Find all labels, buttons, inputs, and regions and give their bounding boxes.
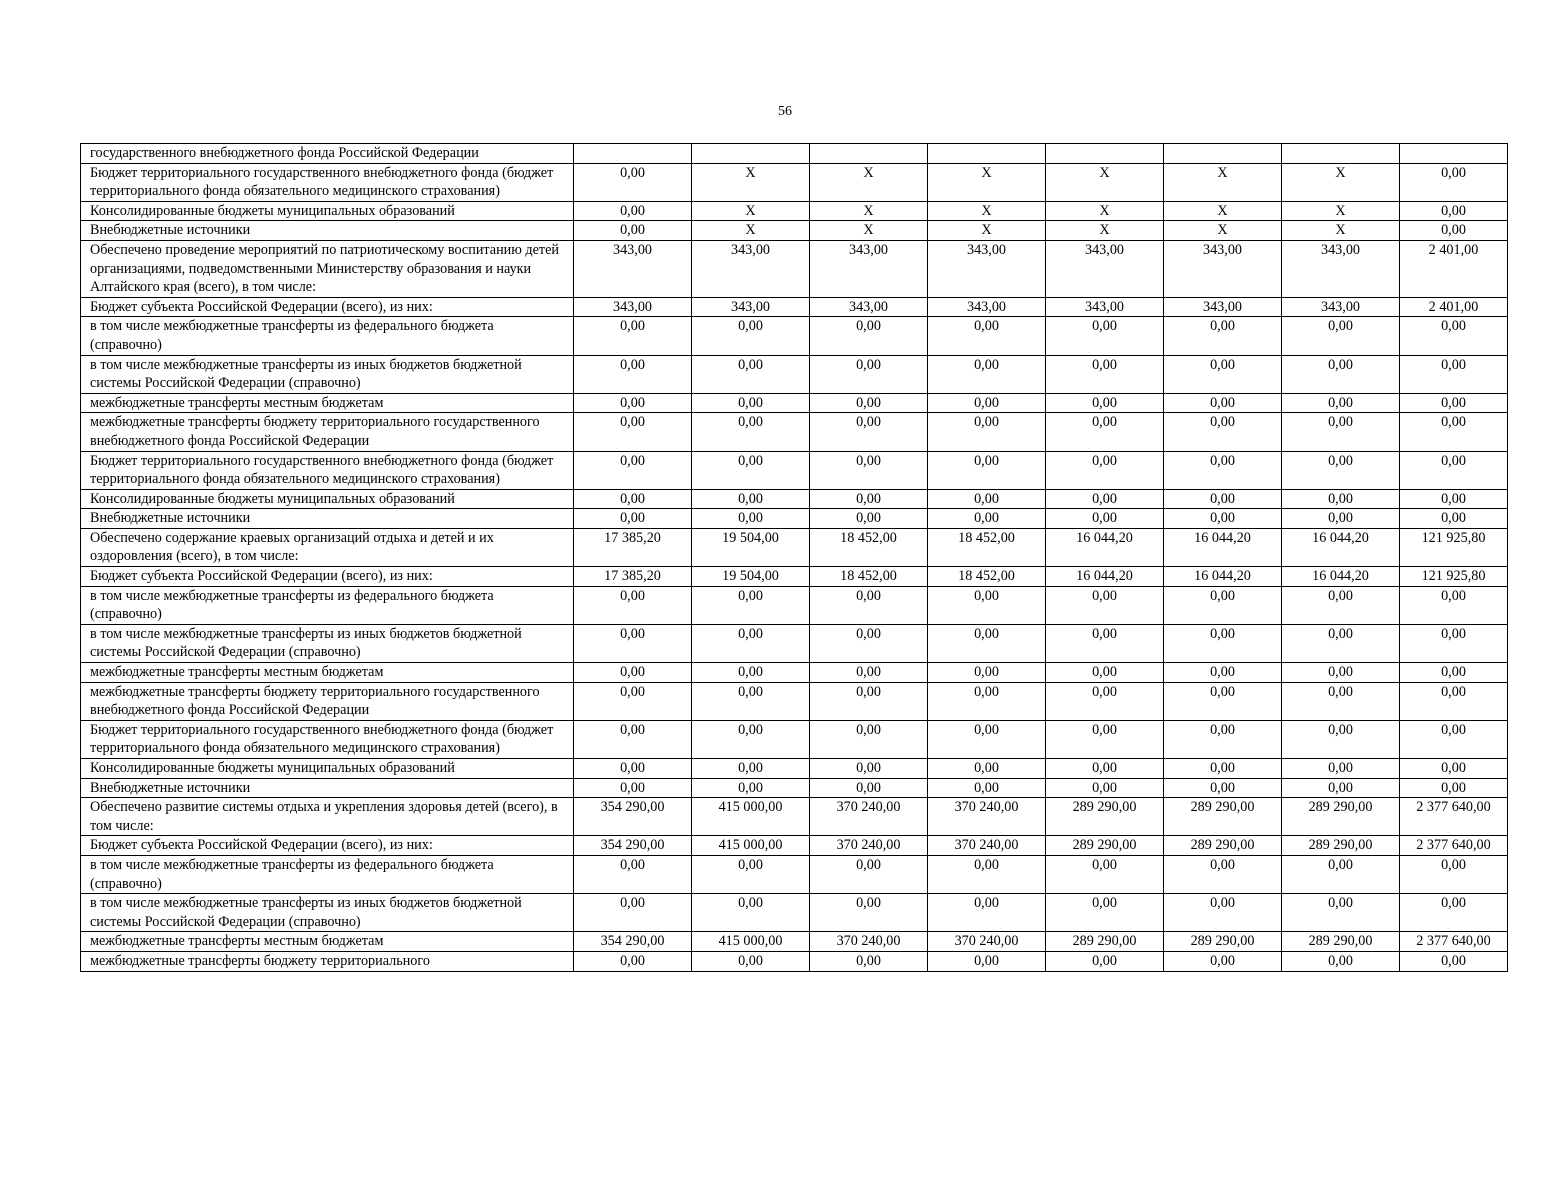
row-value-cell bbox=[1164, 144, 1282, 164]
row-value-cell: 289 290,00 bbox=[1282, 836, 1400, 856]
row-value-cell: 0,00 bbox=[574, 355, 692, 393]
row-value-cell: 289 290,00 bbox=[1046, 798, 1164, 836]
row-value-cell: 0,00 bbox=[1046, 624, 1164, 662]
row-value-cell: 0,00 bbox=[692, 759, 810, 779]
row-value-cell: 0,00 bbox=[692, 413, 810, 451]
row-value-cell: 343,00 bbox=[1046, 240, 1164, 297]
table-row bbox=[81, 720, 1508, 758]
row-total-cell: 121 925,80 bbox=[1400, 567, 1508, 587]
row-value-cell: 0,00 bbox=[1046, 682, 1164, 720]
row-total-cell: 0,00 bbox=[1400, 221, 1508, 241]
row-value-cell: 0,00 bbox=[928, 393, 1046, 413]
row-total-cell: 0,00 bbox=[1400, 855, 1508, 893]
row-value-cell: 370 240,00 bbox=[928, 932, 1046, 952]
row-value-cell: X bbox=[810, 163, 928, 201]
row-value-cell: 0,00 bbox=[928, 586, 1046, 624]
row-value-cell: 0,00 bbox=[1164, 317, 1282, 355]
row-value-cell: 18 452,00 bbox=[810, 567, 928, 587]
row-value-cell: 0,00 bbox=[1164, 855, 1282, 893]
row-value-cell: 0,00 bbox=[1164, 759, 1282, 779]
row-value-cell: 16 044,20 bbox=[1046, 567, 1164, 587]
row-value-cell: 0,00 bbox=[1282, 393, 1400, 413]
row-value-cell: X bbox=[1046, 201, 1164, 221]
row-value-cell: 0,00 bbox=[574, 489, 692, 509]
row-value-cell: 289 290,00 bbox=[1164, 932, 1282, 952]
row-value-cell: 0,00 bbox=[928, 317, 1046, 355]
row-value-cell: 0,00 bbox=[1282, 451, 1400, 489]
row-value-cell: 0,00 bbox=[1164, 355, 1282, 393]
row-total-cell: 0,00 bbox=[1400, 393, 1508, 413]
row-value-cell: 354 290,00 bbox=[574, 798, 692, 836]
table-row bbox=[81, 894, 1508, 932]
row-value-cell: 0,00 bbox=[1164, 951, 1282, 971]
table-row bbox=[81, 489, 1508, 509]
table-row bbox=[81, 586, 1508, 624]
table-row bbox=[81, 201, 1508, 221]
table-row bbox=[81, 144, 1508, 164]
row-value-cell: 0,00 bbox=[810, 663, 928, 683]
row-value-cell: 0,00 bbox=[574, 393, 692, 413]
row-total-cell: 0,00 bbox=[1400, 682, 1508, 720]
row-value-cell: 343,00 bbox=[574, 297, 692, 317]
row-value-cell: 0,00 bbox=[810, 624, 928, 662]
row-value-cell: 0,00 bbox=[1282, 586, 1400, 624]
row-value-cell: 0,00 bbox=[692, 624, 810, 662]
row-value-cell: 0,00 bbox=[928, 451, 1046, 489]
row-value-cell: 0,00 bbox=[1282, 855, 1400, 893]
row-value-cell: 0,00 bbox=[1164, 682, 1282, 720]
row-total-cell: 0,00 bbox=[1400, 624, 1508, 662]
row-value-cell: 0,00 bbox=[692, 894, 810, 932]
row-total-cell: 0,00 bbox=[1400, 163, 1508, 201]
row-value-cell: 289 290,00 bbox=[1164, 836, 1282, 856]
row-value-cell: 0,00 bbox=[574, 451, 692, 489]
row-label: межбюджетные трансферты бюджету территориального государственного внебюджетного фонда Российской Федерации bbox=[81, 413, 574, 451]
row-value-cell: 343,00 bbox=[1282, 297, 1400, 317]
row-value-cell bbox=[810, 144, 928, 164]
row-label: Бюджет территориального государственного внебюджетного фонда (бюджет территориального фонда обязательного медицинского страхования) bbox=[81, 163, 574, 201]
row-total-cell: 0,00 bbox=[1400, 720, 1508, 758]
row-total-cell: 2 377 640,00 bbox=[1400, 836, 1508, 856]
row-value-cell: 343,00 bbox=[574, 240, 692, 297]
row-total-cell: 0,00 bbox=[1400, 489, 1508, 509]
row-value-cell: 0,00 bbox=[1282, 355, 1400, 393]
row-value-cell: 0,00 bbox=[1046, 778, 1164, 798]
row-value-cell: 0,00 bbox=[574, 720, 692, 758]
row-value-cell: 0,00 bbox=[1282, 682, 1400, 720]
row-value-cell bbox=[1282, 144, 1400, 164]
row-total-cell: 0,00 bbox=[1400, 778, 1508, 798]
row-value-cell: X bbox=[1164, 221, 1282, 241]
row-value-cell: 0,00 bbox=[1164, 413, 1282, 451]
row-value-cell: 343,00 bbox=[692, 297, 810, 317]
table-row bbox=[81, 567, 1508, 587]
row-label: Обеспечено содержание краевых организаций отдыха и детей и их оздоровления (всего), в том числе: bbox=[81, 528, 574, 566]
row-label: межбюджетные трансферты бюджету территориального государственного внебюджетного фонда Российской Федерации bbox=[81, 682, 574, 720]
row-value-cell: 0,00 bbox=[810, 413, 928, 451]
row-value-cell: 343,00 bbox=[1164, 297, 1282, 317]
row-value-cell: 0,00 bbox=[1164, 586, 1282, 624]
row-value-cell: 0,00 bbox=[692, 682, 810, 720]
row-value-cell bbox=[928, 144, 1046, 164]
row-label: в том числе межбюджетные трансферты из иных бюджетов бюджетной системы Российской Федерации (справочно) bbox=[81, 894, 574, 932]
row-value-cell: 0,00 bbox=[810, 894, 928, 932]
row-value-cell: 17 385,20 bbox=[574, 528, 692, 566]
row-value-cell: 0,00 bbox=[1282, 317, 1400, 355]
row-value-cell: X bbox=[692, 163, 810, 201]
row-total-cell: 0,00 bbox=[1400, 355, 1508, 393]
row-value-cell: 0,00 bbox=[1164, 451, 1282, 489]
row-value-cell: 370 240,00 bbox=[810, 932, 928, 952]
row-value-cell: X bbox=[1164, 163, 1282, 201]
row-label: Бюджет субъекта Российской Федерации (всего), из них: bbox=[81, 297, 574, 317]
row-value-cell: X bbox=[1046, 221, 1164, 241]
row-value-cell: 343,00 bbox=[1164, 240, 1282, 297]
row-label: Бюджет субъекта Российской Федерации (всего), из них: bbox=[81, 567, 574, 587]
row-value-cell: 0,00 bbox=[928, 759, 1046, 779]
row-value-cell: 289 290,00 bbox=[1164, 798, 1282, 836]
row-value-cell: 343,00 bbox=[1282, 240, 1400, 297]
table-row bbox=[81, 317, 1508, 355]
row-value-cell: 415 000,00 bbox=[692, 798, 810, 836]
row-total-cell: 0,00 bbox=[1400, 894, 1508, 932]
row-label: Консолидированные бюджеты муниципальных образований bbox=[81, 759, 574, 779]
row-label: межбюджетные трансферты бюджету территориального bbox=[81, 951, 574, 971]
row-value-cell: 370 240,00 bbox=[928, 798, 1046, 836]
row-value-cell: 343,00 bbox=[928, 297, 1046, 317]
row-value-cell: 0,00 bbox=[574, 951, 692, 971]
table-row bbox=[81, 163, 1508, 201]
row-total-cell: 0,00 bbox=[1400, 663, 1508, 683]
row-value-cell: 17 385,20 bbox=[574, 567, 692, 587]
row-value-cell: 0,00 bbox=[1046, 759, 1164, 779]
row-value-cell: 0,00 bbox=[574, 778, 692, 798]
table-row bbox=[81, 393, 1508, 413]
row-value-cell: 18 452,00 bbox=[928, 528, 1046, 566]
row-label: государственного внебюджетного фонда Российской Федерации bbox=[81, 144, 574, 164]
row-value-cell: 19 504,00 bbox=[692, 528, 810, 566]
row-value-cell: 16 044,20 bbox=[1282, 567, 1400, 587]
row-value-cell: 0,00 bbox=[574, 894, 692, 932]
row-label: Консолидированные бюджеты муниципальных образований bbox=[81, 201, 574, 221]
row-value-cell: 0,00 bbox=[810, 951, 928, 971]
row-value-cell: 0,00 bbox=[810, 720, 928, 758]
row-label: Консолидированные бюджеты муниципальных образований bbox=[81, 489, 574, 509]
row-value-cell: 343,00 bbox=[692, 240, 810, 297]
row-value-cell: 0,00 bbox=[810, 778, 928, 798]
row-value-cell: 0,00 bbox=[692, 778, 810, 798]
row-value-cell: 343,00 bbox=[810, 240, 928, 297]
row-value-cell: 0,00 bbox=[1164, 509, 1282, 529]
row-value-cell: 370 240,00 bbox=[810, 836, 928, 856]
row-value-cell: 0,00 bbox=[574, 682, 692, 720]
table-row bbox=[81, 682, 1508, 720]
table-row bbox=[81, 240, 1508, 297]
row-value-cell: 0,00 bbox=[1282, 663, 1400, 683]
row-value-cell: 0,00 bbox=[1282, 509, 1400, 529]
row-value-cell: 0,00 bbox=[1164, 720, 1282, 758]
row-value-cell: 0,00 bbox=[1046, 855, 1164, 893]
row-value-cell: 0,00 bbox=[692, 489, 810, 509]
budget-table bbox=[80, 143, 1508, 972]
row-label: Обеспечено развитие системы отдыха и укрепления здоровья детей (всего), в том числе: bbox=[81, 798, 574, 836]
row-value-cell: 0,00 bbox=[810, 451, 928, 489]
row-value-cell: 343,00 bbox=[1046, 297, 1164, 317]
table-row bbox=[81, 951, 1508, 971]
row-value-cell: 0,00 bbox=[574, 586, 692, 624]
row-value-cell: 354 290,00 bbox=[574, 932, 692, 952]
row-label: межбюджетные трансферты местным бюджетам bbox=[81, 932, 574, 952]
row-value-cell: 0,00 bbox=[1164, 894, 1282, 932]
row-label: в том числе межбюджетные трансферты из федерального бюджета (справочно) bbox=[81, 317, 574, 355]
row-value-cell: 0,00 bbox=[1282, 894, 1400, 932]
row-value-cell bbox=[692, 144, 810, 164]
row-value-cell: 0,00 bbox=[810, 855, 928, 893]
row-value-cell: X bbox=[692, 201, 810, 221]
row-total-cell: 0,00 bbox=[1400, 201, 1508, 221]
row-value-cell: 289 290,00 bbox=[1046, 836, 1164, 856]
row-value-cell: 354 290,00 bbox=[574, 836, 692, 856]
row-value-cell: 0,00 bbox=[1046, 393, 1164, 413]
row-value-cell: 0,00 bbox=[810, 759, 928, 779]
row-value-cell: X bbox=[1282, 163, 1400, 201]
table-row bbox=[81, 932, 1508, 952]
row-value-cell: 19 504,00 bbox=[692, 567, 810, 587]
row-total-cell: 0,00 bbox=[1400, 451, 1508, 489]
row-value-cell: 0,00 bbox=[692, 663, 810, 683]
row-label: в том числе межбюджетные трансферты из федерального бюджета (справочно) bbox=[81, 855, 574, 893]
row-label: Бюджет территориального государственного внебюджетного фонда (бюджет территориального фонда обязательного медицинского страхования) bbox=[81, 720, 574, 758]
row-value-cell: 0,00 bbox=[1282, 778, 1400, 798]
row-value-cell: X bbox=[810, 201, 928, 221]
row-value-cell: 0,00 bbox=[928, 951, 1046, 971]
row-value-cell bbox=[574, 144, 692, 164]
row-value-cell: 0,00 bbox=[928, 413, 1046, 451]
row-value-cell: 0,00 bbox=[1164, 778, 1282, 798]
row-value-cell: 0,00 bbox=[1046, 951, 1164, 971]
row-value-cell: 0,00 bbox=[574, 855, 692, 893]
row-value-cell: 0,00 bbox=[1164, 663, 1282, 683]
row-total-cell: 0,00 bbox=[1400, 586, 1508, 624]
table-row bbox=[81, 451, 1508, 489]
row-label: Бюджет территориального государственного внебюджетного фонда (бюджет территориального фонда обязательного медицинского страхования) bbox=[81, 451, 574, 489]
table-row bbox=[81, 509, 1508, 529]
row-value-cell: 0,00 bbox=[928, 355, 1046, 393]
row-value-cell: 0,00 bbox=[810, 355, 928, 393]
row-value-cell: 0,00 bbox=[810, 682, 928, 720]
row-value-cell: X bbox=[1282, 201, 1400, 221]
row-value-cell: 0,00 bbox=[1046, 663, 1164, 683]
row-value-cell: 0,00 bbox=[692, 393, 810, 413]
row-value-cell: 0,00 bbox=[1046, 720, 1164, 758]
row-value-cell: X bbox=[1164, 201, 1282, 221]
row-total-cell: 0,00 bbox=[1400, 413, 1508, 451]
row-value-cell: 0,00 bbox=[1282, 759, 1400, 779]
row-value-cell: 0,00 bbox=[928, 855, 1046, 893]
row-value-cell bbox=[1046, 144, 1164, 164]
row-value-cell: 0,00 bbox=[928, 624, 1046, 662]
table-row bbox=[81, 663, 1508, 683]
row-value-cell: 0,00 bbox=[1282, 489, 1400, 509]
row-value-cell: 16 044,20 bbox=[1046, 528, 1164, 566]
row-value-cell: 16 044,20 bbox=[1164, 567, 1282, 587]
row-value-cell: 343,00 bbox=[928, 240, 1046, 297]
row-total-cell: 2 377 640,00 bbox=[1400, 932, 1508, 952]
row-value-cell: 0,00 bbox=[928, 720, 1046, 758]
table-row bbox=[81, 778, 1508, 798]
row-value-cell: 0,00 bbox=[1046, 489, 1164, 509]
row-value-cell: 0,00 bbox=[810, 393, 928, 413]
row-label: Внебюджетные источники bbox=[81, 509, 574, 529]
row-value-cell: X bbox=[928, 163, 1046, 201]
row-value-cell: 0,00 bbox=[574, 663, 692, 683]
row-value-cell: 0,00 bbox=[692, 951, 810, 971]
row-label: Обеспечено проведение мероприятий по патриотическому воспитанию детей организациями, подведомственными Министерству образования и науки Алтайского края (всего), в том числе: bbox=[81, 240, 574, 297]
row-value-cell: 0,00 bbox=[692, 855, 810, 893]
table-row bbox=[81, 759, 1508, 779]
table-row bbox=[81, 355, 1508, 393]
row-value-cell: 0,00 bbox=[1164, 624, 1282, 662]
row-value-cell: 343,00 bbox=[810, 297, 928, 317]
row-value-cell: 0,00 bbox=[1046, 586, 1164, 624]
row-value-cell: 0,00 bbox=[692, 451, 810, 489]
page-number: 56 bbox=[778, 104, 792, 119]
row-value-cell: 0,00 bbox=[928, 778, 1046, 798]
row-label: Внебюджетные источники bbox=[81, 221, 574, 241]
row-value-cell: 0,00 bbox=[1282, 624, 1400, 662]
row-label: межбюджетные трансферты местным бюджетам bbox=[81, 393, 574, 413]
row-value-cell: 0,00 bbox=[928, 663, 1046, 683]
row-value-cell: 0,00 bbox=[574, 201, 692, 221]
row-total-cell: 2 401,00 bbox=[1400, 297, 1508, 317]
row-value-cell: 289 290,00 bbox=[1282, 798, 1400, 836]
row-label: межбюджетные трансферты местным бюджетам bbox=[81, 663, 574, 683]
row-value-cell: 16 044,20 bbox=[1164, 528, 1282, 566]
row-value-cell: 370 240,00 bbox=[928, 836, 1046, 856]
row-value-cell: 0,00 bbox=[810, 317, 928, 355]
row-value-cell: 0,00 bbox=[928, 509, 1046, 529]
row-value-cell: 0,00 bbox=[692, 720, 810, 758]
row-value-cell: 0,00 bbox=[810, 586, 928, 624]
row-value-cell: 0,00 bbox=[1282, 413, 1400, 451]
row-value-cell: 0,00 bbox=[574, 317, 692, 355]
row-value-cell: 0,00 bbox=[1164, 489, 1282, 509]
row-value-cell: 0,00 bbox=[1282, 720, 1400, 758]
table-row bbox=[81, 528, 1508, 566]
row-total-cell bbox=[1400, 144, 1508, 164]
row-value-cell: 0,00 bbox=[1046, 355, 1164, 393]
row-value-cell: X bbox=[810, 221, 928, 241]
row-value-cell: 0,00 bbox=[1164, 393, 1282, 413]
row-total-cell: 121 925,80 bbox=[1400, 528, 1508, 566]
table-row bbox=[81, 798, 1508, 836]
row-label: Внебюджетные источники bbox=[81, 778, 574, 798]
row-label: в том числе межбюджетные трансферты из иных бюджетов бюджетной системы Российской Федерации (справочно) bbox=[81, 355, 574, 393]
row-value-cell: 0,00 bbox=[810, 509, 928, 529]
row-value-cell: 289 290,00 bbox=[1046, 932, 1164, 952]
table-row bbox=[81, 221, 1508, 241]
row-value-cell: 415 000,00 bbox=[692, 932, 810, 952]
row-value-cell: 0,00 bbox=[1046, 317, 1164, 355]
row-value-cell: 0,00 bbox=[574, 413, 692, 451]
row-label: Бюджет субъекта Российской Федерации (всего), из них: bbox=[81, 836, 574, 856]
row-value-cell: 0,00 bbox=[1046, 894, 1164, 932]
row-label: в том числе межбюджетные трансферты из федерального бюджета (справочно) bbox=[81, 586, 574, 624]
row-value-cell: 415 000,00 bbox=[692, 836, 810, 856]
row-value-cell: 0,00 bbox=[1282, 951, 1400, 971]
row-value-cell: 18 452,00 bbox=[928, 567, 1046, 587]
row-value-cell: 0,00 bbox=[692, 317, 810, 355]
row-label: в том числе межбюджетные трансферты из иных бюджетов бюджетной системы Российской Федерации (справочно) bbox=[81, 624, 574, 662]
table-row bbox=[81, 413, 1508, 451]
table-row bbox=[81, 855, 1508, 893]
row-value-cell: 16 044,20 bbox=[1282, 528, 1400, 566]
row-value-cell: 0,00 bbox=[810, 489, 928, 509]
row-value-cell: X bbox=[1282, 221, 1400, 241]
row-total-cell: 0,00 bbox=[1400, 759, 1508, 779]
row-value-cell: 0,00 bbox=[928, 489, 1046, 509]
row-value-cell: 0,00 bbox=[574, 163, 692, 201]
budget-table-body bbox=[81, 144, 1508, 972]
row-value-cell: 0,00 bbox=[692, 509, 810, 529]
row-value-cell: 0,00 bbox=[1046, 413, 1164, 451]
row-value-cell: 289 290,00 bbox=[1282, 932, 1400, 952]
row-value-cell: 0,00 bbox=[692, 586, 810, 624]
table-row bbox=[81, 297, 1508, 317]
row-value-cell: X bbox=[928, 201, 1046, 221]
row-value-cell: X bbox=[692, 221, 810, 241]
row-value-cell: 0,00 bbox=[1046, 451, 1164, 489]
table-row bbox=[81, 624, 1508, 662]
row-total-cell: 0,00 bbox=[1400, 951, 1508, 971]
row-value-cell: 0,00 bbox=[928, 682, 1046, 720]
row-value-cell: 18 452,00 bbox=[810, 528, 928, 566]
row-total-cell: 0,00 bbox=[1400, 317, 1508, 355]
table-row bbox=[81, 836, 1508, 856]
row-total-cell: 2 377 640,00 bbox=[1400, 798, 1508, 836]
row-value-cell: 0,00 bbox=[1046, 509, 1164, 529]
row-value-cell: X bbox=[1046, 163, 1164, 201]
row-value-cell: 0,00 bbox=[574, 221, 692, 241]
row-value-cell: 0,00 bbox=[574, 759, 692, 779]
row-value-cell: X bbox=[928, 221, 1046, 241]
row-value-cell: 0,00 bbox=[574, 509, 692, 529]
row-value-cell: 0,00 bbox=[574, 624, 692, 662]
row-value-cell: 0,00 bbox=[692, 355, 810, 393]
row-total-cell: 2 401,00 bbox=[1400, 240, 1508, 297]
row-value-cell: 0,00 bbox=[928, 894, 1046, 932]
row-total-cell: 0,00 bbox=[1400, 509, 1508, 529]
row-value-cell: 370 240,00 bbox=[810, 798, 928, 836]
